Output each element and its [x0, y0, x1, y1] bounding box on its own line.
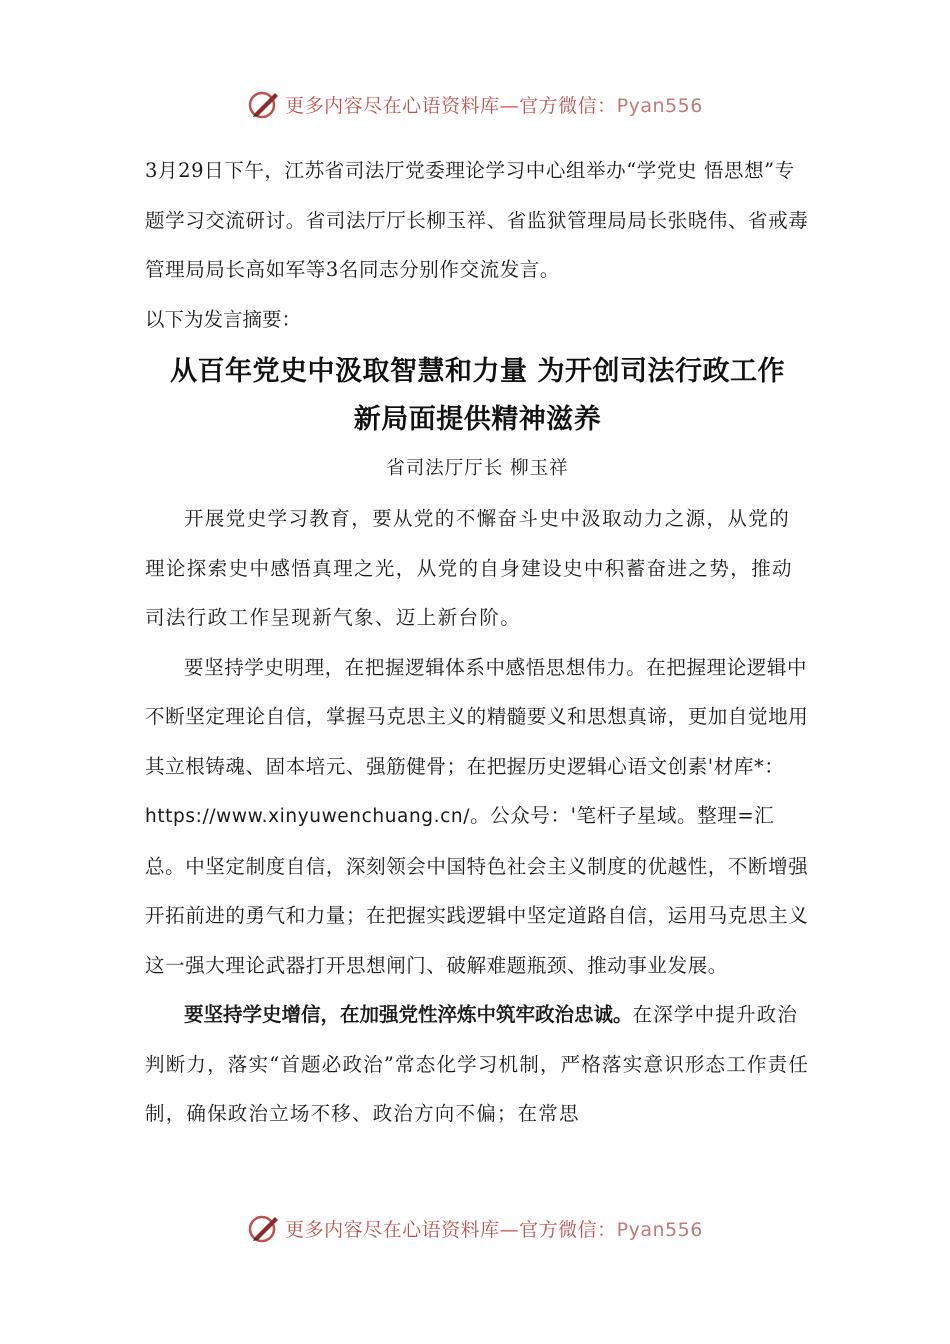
banner-text: 更多内容尽在心语资料库—官方微信：Pyan556 — [285, 94, 703, 117]
document-body — [145, 146, 810, 1139]
intro-summary-label: 以下为发言摘要： — [145, 307, 302, 331]
paragraph-3-lead: 要坚持学史增信，在加强党性淬炼中筑牢政治忠诚。 — [184, 1003, 633, 1026]
pen-logo-icon — [247, 87, 281, 121]
pen-logo-icon — [247, 1211, 281, 1245]
paragraph-3: 要坚持学史增信，在加强党性淬炼中筑牢政治忠诚。在深学中提升政治判断力，落实“首题必政治”常态化学习机制，严格落实意识形态工作责任制，确保政治立场不移、政治方向不偏；在常思 — [145, 1003, 810, 1125]
paragraph-1: 开展党史学习教育，要从党的不懈奋斗史中汲取动力之源，从党的理论探索史中感悟真理之光，从党的自身建设史中积蓄奋进之势，推动司法行政工作呈现新气象、迈上新台阶。 — [145, 507, 793, 629]
source-url[interactable]: https://www.xinyuwenchuang.cn/ — [145, 806, 471, 827]
paragraph-2: 要坚持学史明理，在把握逻辑体系中感悟思想伟力。在把握理论逻辑中不断坚定理论自信，掌握马克思主义的精髓要义和思想真谛，更加自觉地用其立根铸魂、固本培元、强筋健骨；在把握历史逻辑心语文创素'材库*：https://www.xinyuwenchuang.cn/。公众号：'笔杆子星域。整理=汇总。中坚定制度自信，深刻领会中国特色社会主义制度的优越性，不断增强开拓前进的勇气和力量；在把握实践逻辑中坚定道路自信，运用马克思主义这一强大理论武器打开思想闸门、破解难题瓶颈、推动事业发展。 — [145, 655, 809, 977]
banner-text: 更多内容尽在心语资料库—官方微信：Pyan556 — [285, 1218, 703, 1241]
footer-banner — [0, 1206, 950, 1250]
header-banner — [0, 82, 950, 126]
article-title: 从百年党史中汲取智慧和力量 为开创司法行政工作 新局面提供精神滋养 — [170, 356, 785, 435]
intro-paragraph: 3月29日下午，江苏省司法厅党委理论学习中心组举办“学党史 悟思想”专题学习交流研讨。省司法厅厅长柳玉祥、省监狱管理局局长张晓伟、省戒毒管理局局长高如军等3名同志分别作交流发言。 — [145, 159, 809, 281]
article-author: 省司法厅厅长 柳玉祥 — [386, 458, 569, 479]
